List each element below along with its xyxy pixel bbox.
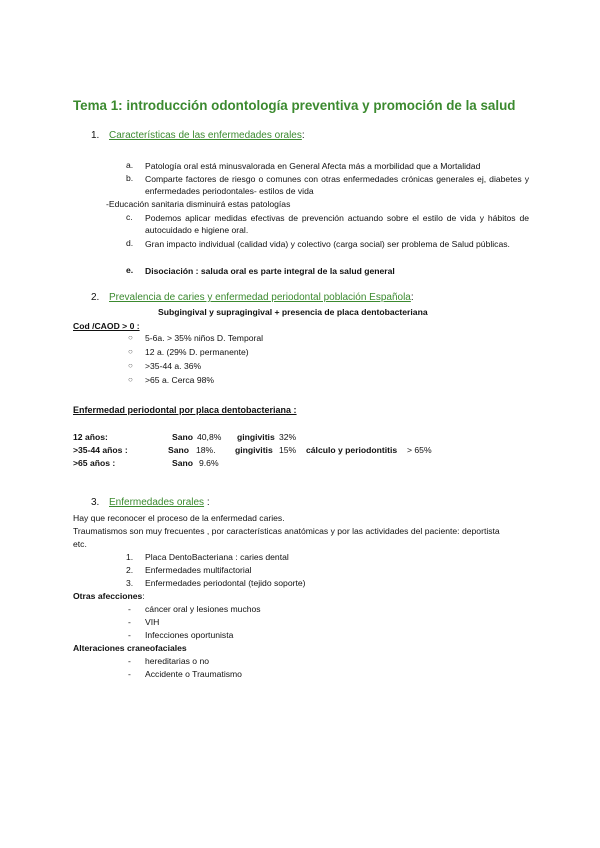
circle-bullet-icon: ○ [128, 375, 133, 384]
bullet-item: 5-6a. > 35% niños D. Temporal [145, 333, 264, 343]
section-colon: : [410, 292, 414, 303]
bullet-item: 12 a. (29% D. permanente) [145, 347, 249, 357]
calculo-label: cálculo y periodontitis [306, 445, 398, 455]
list-item: Gran impacto individual (calidad vida) y colectivo (carga social) ser problema de Salud públicas. [145, 239, 510, 249]
list-item: Enfermedades periodontal (tejido soporte) [145, 578, 306, 588]
list-marker: 2. [126, 565, 134, 575]
page-title: Tema 1: introducción odontología preventiva y promoción de la salud [73, 98, 516, 113]
bullet-item: >65 a. Cerca 98% [145, 375, 215, 385]
list-item: Patología oral está minusvalorada en General Afecta más a morbilidad que a Mortalidad [145, 161, 481, 171]
list-marker: 3. [126, 578, 134, 588]
sano-label: Sano [172, 432, 194, 442]
otras-label: Otras afecciones [73, 591, 143, 601]
sano-value: 9.6% [199, 458, 219, 468]
list-item: Disociación : saluda oral es parte integral de la salud general [145, 266, 395, 276]
section-3-heading [91, 497, 210, 508]
section-subtitle: Subgingival y supragingival + presencia de placa dentobacteriana [158, 307, 428, 317]
list-item: Placa DentoBacteriana : caries dental [145, 552, 289, 562]
age-label: >35-44 años : [73, 445, 128, 455]
section-2-heading [91, 292, 414, 303]
otras-colon: : [142, 591, 145, 601]
list-item: hereditarias o no [145, 656, 210, 666]
paragraph: etc. [73, 539, 87, 549]
dash-marker: - [128, 604, 131, 614]
circle-bullet-icon: ○ [128, 361, 133, 370]
list-marker: e. [126, 265, 134, 275]
section-title: Prevalencia de caries y enfermedad periodontal población Española [109, 292, 411, 303]
cod-label: Cod /CAOD > 0 : [73, 321, 140, 331]
section-title: Enfermedades orales [109, 497, 205, 508]
section-title: Características de las enfermedades orales [109, 130, 302, 141]
section-number: 1. [91, 130, 100, 141]
circle-bullet-icon: ○ [128, 347, 133, 356]
note-text: -Educación sanitaria disminuirá estas patologías [106, 199, 291, 209]
section-number: 3. [91, 497, 100, 508]
list-marker: b. [126, 173, 134, 183]
age-label: >65 años : [73, 458, 116, 468]
list-item: cáncer oral y lesiones muchos [145, 604, 261, 614]
dash-marker: - [128, 630, 131, 640]
list-item: Accidente o Traumatismo [145, 669, 242, 679]
sano-value: 18%. [196, 445, 216, 455]
list-marker: a. [126, 160, 134, 170]
list-marker: c. [126, 212, 133, 222]
otras-heading [73, 591, 145, 601]
gingivitis-label: gingivitis [237, 432, 275, 442]
list-item: Enfermedades multifactorial [145, 565, 252, 575]
dash-marker: - [128, 669, 131, 679]
list-item: Comparte factores de riesgo o comunes con otras enfermedades crónicas generales ej, diabetes y enfermedades periodontales- estilos de vida [145, 174, 529, 197]
list-item: Podemos aplicar medidas efectivas de prevención actuando sobre el estilo de vida y hábitos de autocuidado e higiene oral. [145, 213, 529, 236]
age-label: 12 años: [73, 432, 108, 442]
list-item: Infecciones oportunista [145, 630, 234, 640]
dash-marker: - [128, 656, 131, 666]
sano-label: Sano [168, 445, 190, 455]
gingivitis-label: gingivitis [235, 445, 273, 455]
gingivitis-value: 32% [279, 432, 297, 442]
list-marker: d. [126, 238, 134, 248]
paragraph: Traumatismos son muy frecuentes , por características anatómicas y por las actividades del paciente: deportista [73, 526, 500, 536]
dash-marker: - [128, 617, 131, 627]
alteraciones-heading: Alteraciones craneofaciales [73, 643, 187, 653]
list-marker: 1. [126, 552, 134, 562]
bullet-item: >35-44 a. 36% [145, 361, 202, 371]
circle-bullet-icon: ○ [128, 333, 133, 342]
section-number: 2. [91, 292, 100, 303]
sano-value: 40,8% [197, 432, 222, 442]
section-1-heading [91, 130, 305, 141]
sano-label: Sano [172, 458, 194, 468]
section-colon: : [204, 497, 210, 508]
calculo-value: > 65% [407, 445, 432, 455]
periodontal-heading: Enfermedad periodontal por placa dentobacteriana : [73, 405, 297, 415]
paragraph: Hay que reconocer el proceso de la enfermedad caries. [73, 513, 285, 523]
list-item: VIH [145, 617, 160, 627]
section-colon: : [301, 130, 305, 141]
gingivitis-value: 15% [279, 445, 297, 455]
